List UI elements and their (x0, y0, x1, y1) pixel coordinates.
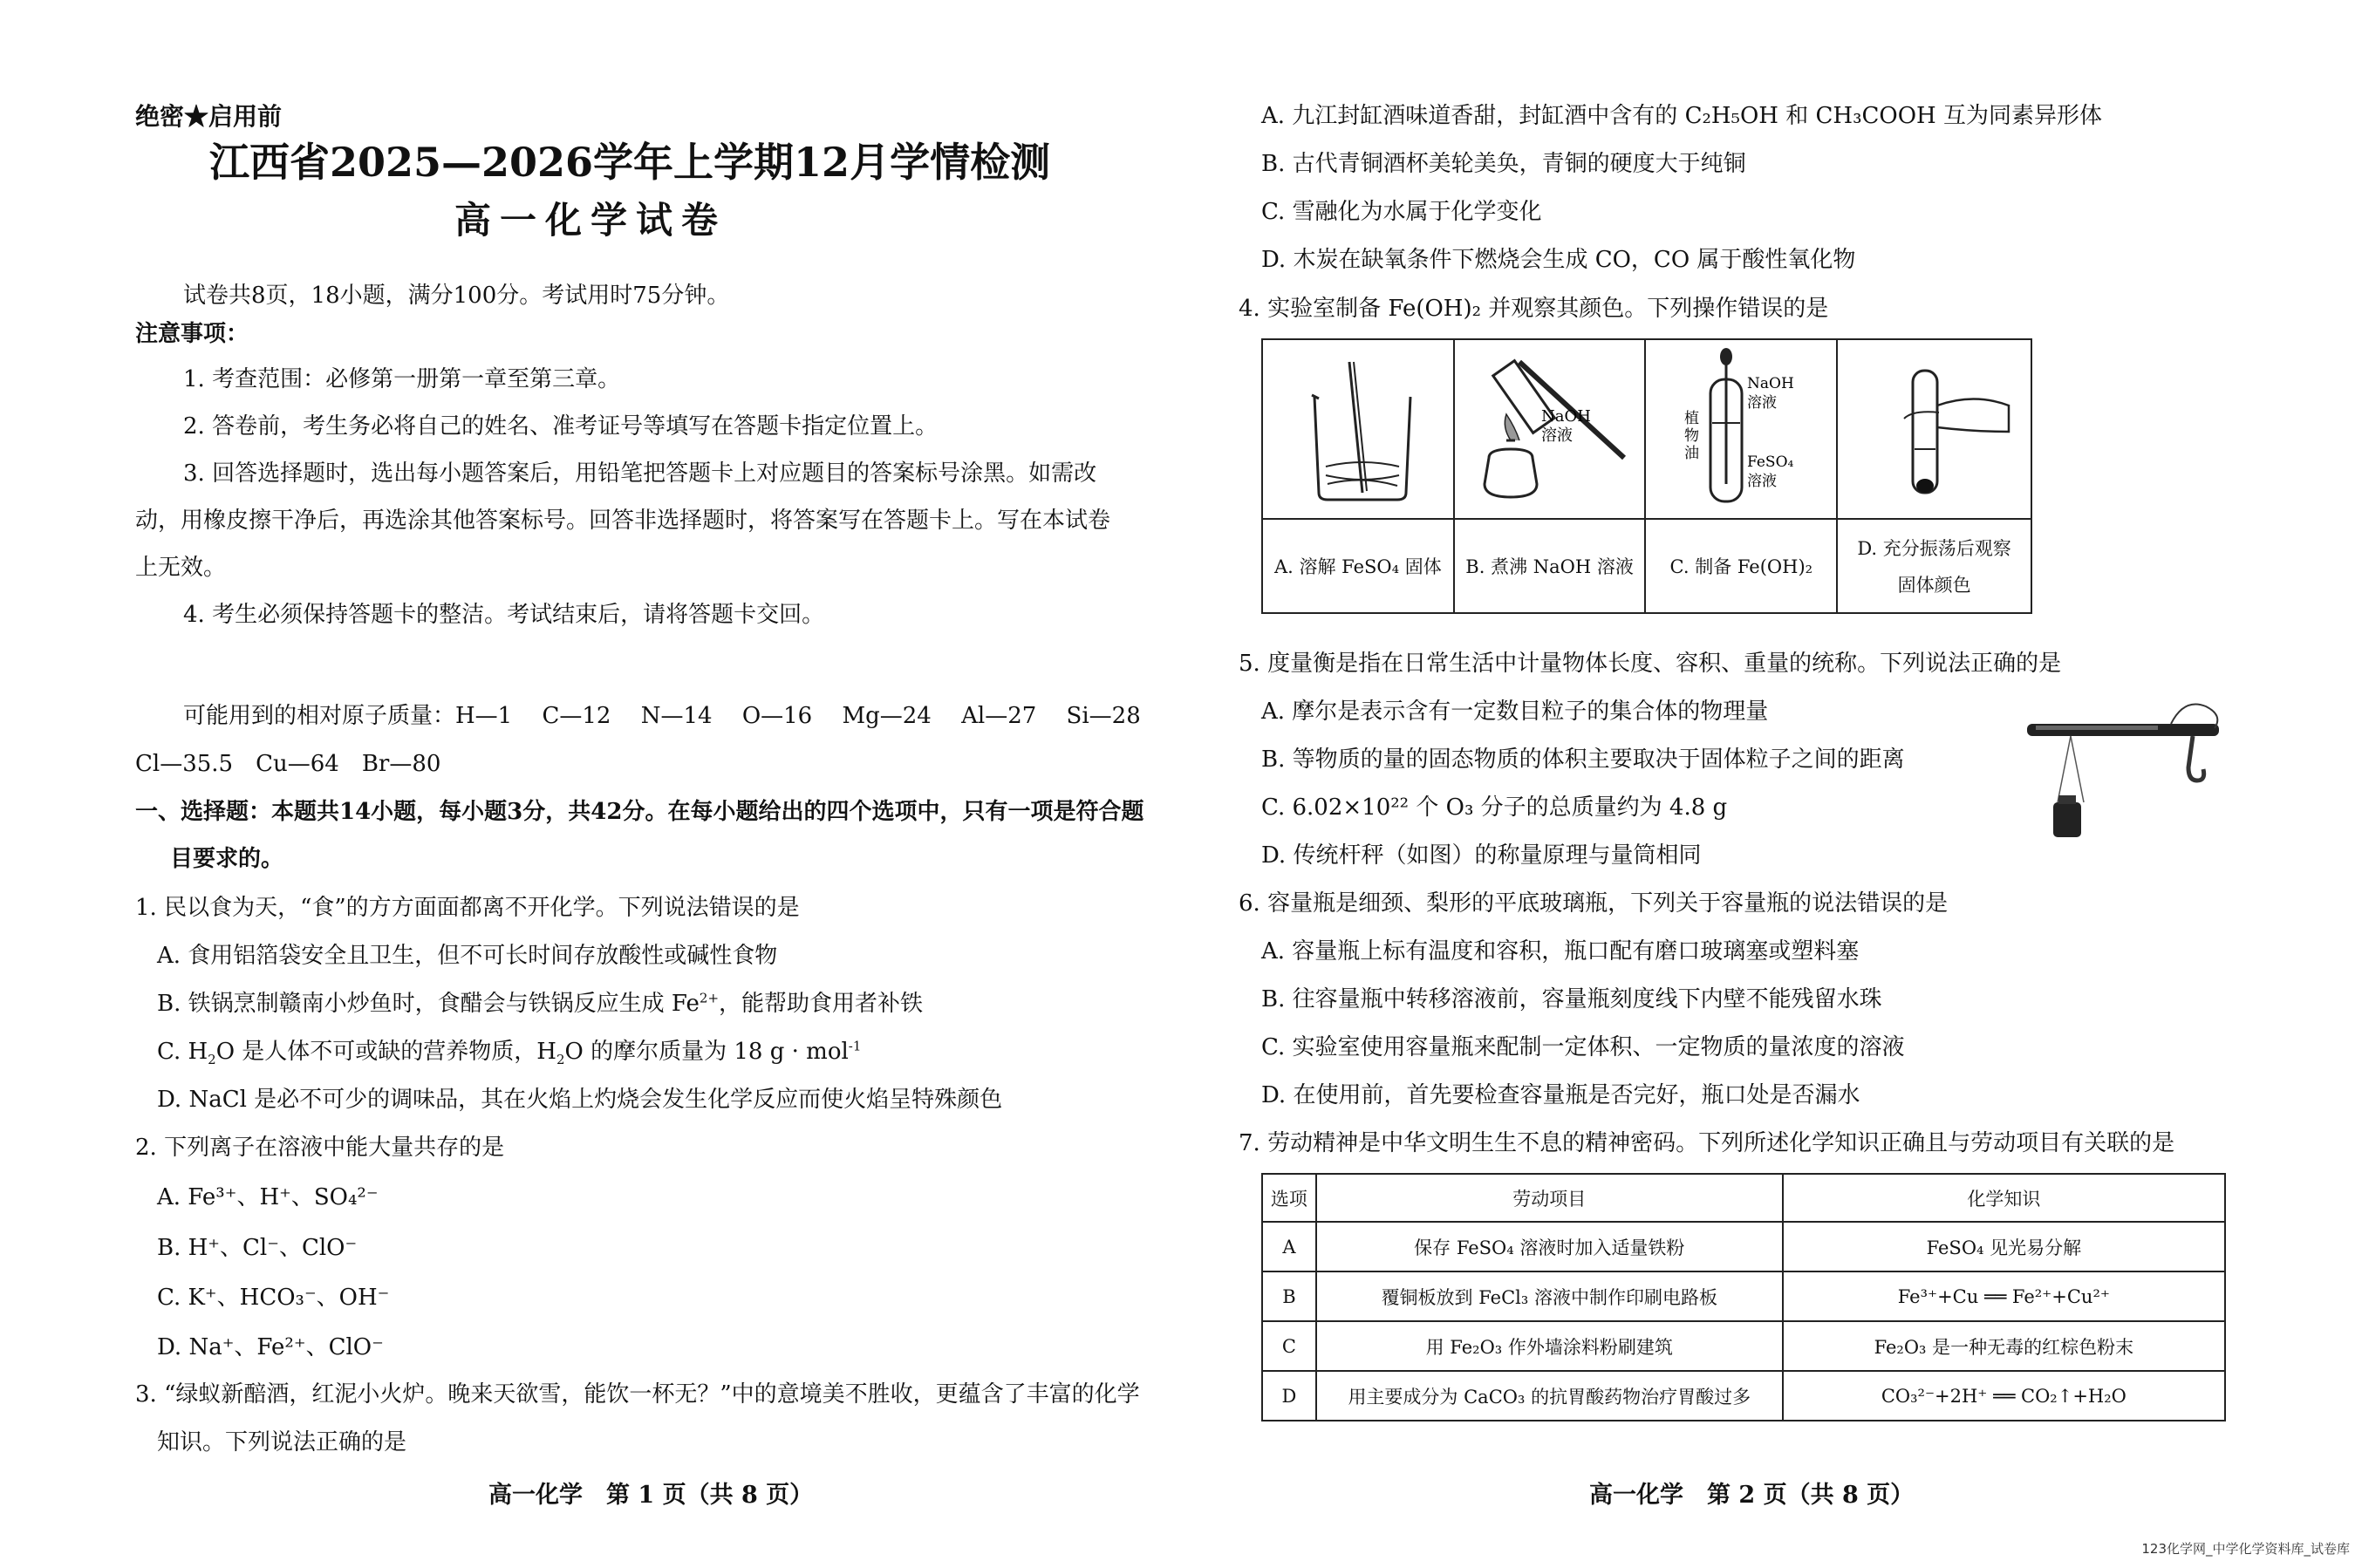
notice-item: 3. 回答选择题时，选出每小题答案后，用铅笔把答题卡上对应题目的答案标号涂黑。如需改 (183, 460, 1097, 487)
svg-text:溶液: 溶液 (1747, 472, 1778, 490)
table-cell: 用主要成分为 CaCO₃ 的抗胃酸药物治疗胃酸过多 (1316, 1371, 1783, 1421)
question-5-option-d: D. 传统杆秤（如图）的称量原理与量筒相同 (1261, 842, 1702, 869)
question-5-stem: 5. 度量衡是指在日常生活中计量物体长度、容积、重量的统称。下列说法正确的是 (1239, 651, 2062, 677)
table-header: 劳动项目 (1316, 1174, 1783, 1222)
question-3-option-b: B. 古代青铜酒杯美轮美奂，青铜的硬度大于纯铜 (1261, 151, 1746, 177)
question-5-option-b: B. 等物质的量的固态物质的体积主要取决于固体粒子之间的距离 (1261, 747, 1905, 773)
question-4-stem: 4. 实验室制备 Fe(OH)₂ 并观察其颜色。下列操作错误的是 (1239, 296, 1829, 322)
figure-a-caption: A. 溶解 FeSO₄ 固体 (1262, 519, 1454, 613)
beaker-stirring-icon (1266, 344, 1450, 510)
question-3-stem: 3. “绿蚁新醅酒，红泥小火炉。晚来天欲雪，能饮一杯无？”中的意境美不胜收，更蕴含了丰富的化学 (135, 1381, 1140, 1408)
table-cell: D (1262, 1371, 1316, 1421)
svg-text:溶液: 溶液 (1747, 393, 1778, 412)
svg-text:NaOH: NaOH (1747, 374, 1795, 392)
hand-shaking-tube-icon (1843, 344, 2026, 510)
question-2-option-c: C. K⁺、HCO₃⁻、OH⁻ (157, 1285, 390, 1311)
atomic-masses: 可能用到的相对原子质量：H—1 C—12 N—14 O—16 Mg—24 Al—27 Si—28 (183, 703, 1141, 729)
table-cell: B (1262, 1271, 1316, 1321)
svg-text:FeSO₄: FeSO₄ (1747, 453, 1794, 471)
svg-text:植: 植 (1684, 409, 1700, 427)
figure-c-cell (1645, 339, 1837, 519)
table-cell: Fe³⁺+Cu ══ Fe²⁺+Cu²⁺ (1783, 1271, 2225, 1321)
exam-intro: 试卷共8页，18小题，满分100分。考试用时75分钟。 (183, 283, 730, 309)
question-6-option-d: D. 在使用前，首先要检查容量瓶是否完好，瓶口处是否漏水 (1261, 1082, 1860, 1108)
question-1-option-d: D. NaCl 是必不可少的调味品，其在火焰上灼烧会发生化学反应而使火焰呈特殊颜色 (157, 1087, 1003, 1113)
site-watermark: 123化学网_中学化学资料库_试卷库 (2141, 1541, 2350, 1557)
question-1-stem: 1. 民以食为天，“食”的方方面面都离不开化学。下列说法错误的是 (135, 895, 800, 921)
table-cell: C (1262, 1321, 1316, 1371)
question-5-option-c: C. 6.02×10²² 个 O₃ 分子的总质量约为 4.8 g (1261, 794, 1728, 821)
table-cell: 保存 FeSO₄ 溶液时加入适量铁粉 (1316, 1222, 1783, 1271)
table-cell: Fe₂O₃ 是一种无毒的红棕色粉末 (1783, 1321, 2225, 1371)
confidential-mark: 绝密★启用前 (135, 102, 283, 131)
figure-c-caption: C. 制备 Fe(OH)₂ (1645, 519, 1837, 613)
page-footer: 高一化学 第 1 页（共 8 页） (488, 1482, 814, 1509)
question-6-option-b: B. 往容量瓶中转移溶液前，容量瓶刻度线下内壁不能残留水珠 (1261, 986, 1882, 1012)
notice-item: 1. 考查范围：必修第一册第一章至第三章。 (183, 366, 621, 392)
notice-item: 上无效。 (135, 555, 227, 581)
notice-item: 动，用橡皮擦干净后，再选涂其他答案标号。回答非选择题时，将答案写在答题卡上。写在本试卷 (135, 508, 1111, 534)
question-1-option-b: B. 铁锅烹制赣南小炒鱼时，食醋会与铁锅反应生成 $Fe^{2+}$，能帮助食用者补铁 (157, 990, 924, 1017)
table-cell: CO₃²⁻+2H⁺ ══ CO₂↑+H₂O (1783, 1371, 2225, 1421)
table-row (1262, 1271, 2225, 1321)
exam-page-2 (1181, 0, 2362, 1568)
svg-text:油: 油 (1684, 444, 1700, 462)
table-cell: 用 Fe₂O₃ 作外墙涂料粉刷建筑 (1316, 1321, 1783, 1371)
svg-text:NaOH: NaOH (1540, 406, 1591, 426)
table-row (1262, 1222, 2225, 1271)
question-1-option-a: A. 食用铝箔袋安全且卫生，但不可长时间存放酸性或碱性食物 (157, 943, 778, 969)
exam-subtitle: 高一化学试卷 (454, 199, 727, 242)
question-1-option-c: C. $H_2O$ 是人体不可或缺的营养物质，$H_2O$ 的摩尔质量为 18 g · mol$^{-1}$ (157, 1038, 862, 1068)
question-5-option-a: A. 摩尔是表示含有一定数目粒子的集合体的物理量 (1261, 699, 1769, 725)
question-2-option-a: A. Fe³⁺、H⁺、SO₄²⁻ (157, 1184, 379, 1210)
figure-d-cell (1837, 339, 2031, 519)
notice-heading: 注意事项： (135, 321, 249, 347)
notice-item: 4. 考生必须保持答题卡的整洁。考试结束后，请将答题卡交回。 (183, 602, 825, 628)
question-3-stem: 知识。下列说法正确的是 (157, 1429, 407, 1456)
test-tube-heating-icon (1458, 344, 1642, 510)
question-3-option-c: C. 雪融化为水属于化学变化 (1261, 199, 1542, 225)
question-3-option-d: D. 木炭在缺氧条件下燃烧会生成 CO，CO 属于酸性氧化物 (1261, 247, 1856, 273)
table-row (1262, 1371, 2225, 1421)
exam-title: 江西省2025—2026学年上学期12月学情检测 (209, 139, 1051, 186)
question-2-option-d: D. Na⁺、Fe²⁺、ClO⁻ (157, 1334, 384, 1360)
question-7-stem: 7. 劳动精神是中华文明生生不息的精神密码。下列所述化学知识正确且与劳动项目有关联的是 (1239, 1130, 2175, 1156)
question-3-option-a: A. 九江封缸酒味道香甜，封缸酒中含有的 C₂H₅OH 和 CH₃COOH 互为同素异形体 (1261, 103, 2102, 129)
table-header: 化学知识 (1783, 1174, 2225, 1222)
question-6-option-c: C. 实验室使用容量瓶来配制一定体积、一定物质的量浓度的溶液 (1261, 1034, 1905, 1060)
table-cell: A (1262, 1222, 1316, 1271)
dropper-in-tube-icon (1649, 344, 1833, 510)
atomic-masses: Cl—35.5 Cu—64 Br—80 (135, 751, 441, 777)
table-row (1262, 1321, 2225, 1371)
table-header: 选项 (1262, 1174, 1316, 1222)
question-2-stem: 2. 下列离子在溶液中能大量共存的是 (135, 1135, 505, 1161)
figure-a-cell (1262, 339, 1454, 519)
table-cell: 覆铜板放到 FeCl₃ 溶液中制作印刷电路板 (1316, 1271, 1783, 1321)
page-footer: 高一化学 第 2 页（共 8 页） (1589, 1482, 1915, 1509)
question-2-option-b: B. H⁺、Cl⁻、ClO⁻ (157, 1235, 358, 1261)
question-6-stem: 6. 容量瓶是细颈、梨形的平底玻璃瓶，下列关于容量瓶的说法错误的是 (1239, 890, 1949, 917)
question-7-table (1261, 1173, 2226, 1421)
svg-text:溶液: 溶液 (1540, 426, 1573, 445)
section-heading: 目要求的。 (170, 846, 284, 872)
figure-b-caption: B. 煮沸 NaOH 溶液 (1454, 519, 1646, 613)
figure-b-cell (1454, 339, 1646, 519)
steelyard-scale-icon (2018, 689, 2236, 855)
svg-text:物: 物 (1684, 426, 1700, 445)
question-4-figure-table (1261, 338, 2032, 614)
figure-d-caption: D. 充分振荡后观察 固体颜色 (1837, 519, 2031, 613)
table-cell: FeSO₄ 见光易分解 (1783, 1222, 2225, 1271)
section-heading: 一、选择题：本题共14小题，每小题3分，共42分。在每小题给出的四个选项中，只有一项是符合题 (135, 799, 1144, 825)
notice-item: 2. 答卷前，考生务必将自己的姓名、准考证号等填写在答题卡指定位置上。 (183, 413, 939, 440)
question-6-option-a: A. 容量瓶上标有温度和容积，瓶口配有磨口玻璃塞或塑料塞 (1261, 938, 1860, 965)
